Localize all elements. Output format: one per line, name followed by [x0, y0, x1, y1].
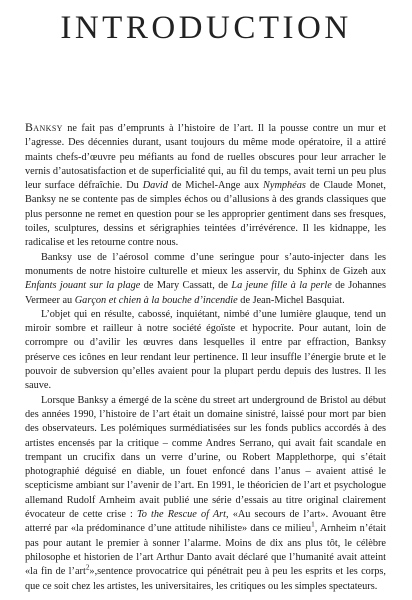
- text-run: , Arnheim n’était pas pour autant le premier à sonner l’alarme. Moins de dix ans plus tôt, le célèbre philosophe et historien de l’art Arthur Danto avait déclaré que l’humanité avait atteint «la fin de l’art: [25, 523, 386, 578]
- text-run: de Jean-Michel Basquiat.: [237, 294, 345, 306]
- text-run: de Michel-Ange aux: [167, 180, 264, 192]
- footnote-ref: 2: [85, 563, 90, 572]
- paragraph-p1: [25, 120, 386, 251]
- text-run: L’objet qui en résulte, cabossé, inquiétant, nimbé d’une lumière glauque, tend un miroir sombre et railleur à notre société égoïste et hypocrite. Pour autant, loin de corrompre ou d’avilir les œuvres dans lesquelles il entre par effraction, Banksy préserve ces icônes en leur rendant leur pertinence. Il leur insuffle l’énergie brute et le pouvoir de subversion qu’elles avaient pour la plupart perdu depuis des lustres. Il les sauve.: [25, 308, 386, 392]
- italic-title: Enfants jouant sur la plage: [25, 280, 141, 292]
- text-run: de Mary Cassatt, de: [140, 280, 232, 292]
- footnote-ref: 1: [311, 520, 315, 529]
- paragraph-p4: [25, 394, 386, 594]
- italic-title: David: [142, 180, 168, 192]
- paragraph-p3: [25, 308, 386, 394]
- document-body: [25, 120, 386, 594]
- text-run: de Claude Monet, Banksy ne se contente pas de simples échos ou d’allusions à des grands classiques que plus personne ne remet en question pour se les approprier gentiment dans ses fresques, toiles, sculptures, dessins et sérigraphies teintées d’irrévérence. Il les kidnappe, les radicalise et les retourne contre nous.: [25, 180, 386, 249]
- italic-title: Garçon et chien à la bouche d’incendie: [74, 294, 238, 306]
- text-run: , «Au secours de l’art». Avouant être atterré par «la prédominance d’une attitude nihiliste» dans ce milieu: [25, 509, 386, 535]
- text-run: de Johannes Vermeer au: [25, 280, 386, 306]
- drop-name: Banksy: [25, 120, 63, 134]
- text-run: »,sentence provocatrice qui pénétrait peu à peu les esprits et les corps, que ce soit chez les artistes, les universitaires, les critiques ou les simples spectateurs.: [25, 566, 386, 592]
- paragraph-p2: [25, 251, 386, 308]
- italic-title: To the Rescue of Art: [136, 509, 227, 521]
- text-run: ne fait pas d’emprunts à l’histoire de l’art. Il la pousse contre un mur et l’agresse. Des décennies durant, usant toujours du même mode opératoire, il a attiré maints chefs-d’œuvre peu méfiants au fond de ruelles obscures pour leur arracher le vernis d’autosatisfaction et de superficialité qui, au fil du temps, avait terni un peu plus leur surface défraîchie. Du: [25, 123, 386, 192]
- italic-title: La jeune fille à la perle: [231, 280, 332, 292]
- page-title: INTRODUCTION: [60, 10, 352, 46]
- text-run: Lorsque Banksy a émergé de la scène du street art underground de Bristol au début des années 1990, l’histoire de l’art était un domaine sinistré, laissé pour mort par bien des observateurs. Les polémiques surmédiatisées sur les fonds publics accordés à des artistes encensés par la critique – comme Andres Serrano, qui avait fait scandale en trempant un crucifix dans un verre d’urine, ou Robert Mapplethorpe, qui s’était photographié déguisé en diable, un fouet enfoncé dans l’anus – avaient attisé le scepticisme ambiant sur l’avenir de l’art. En 1991, le théoricien de l’art et psychologue allemand Rudolf Arnheim avait publié une série d’essais au titre original clairement évocateur de cette crise :: [25, 394, 386, 521]
- italic-title: Nymphéas: [263, 180, 306, 192]
- text-run: Banksy use de l’aérosol comme d’une seringue pour s’auto-injecter dans les monuments de notre histoire culturelle et mieux les asservir, du Sphinx de Gizeh aux: [25, 251, 386, 277]
